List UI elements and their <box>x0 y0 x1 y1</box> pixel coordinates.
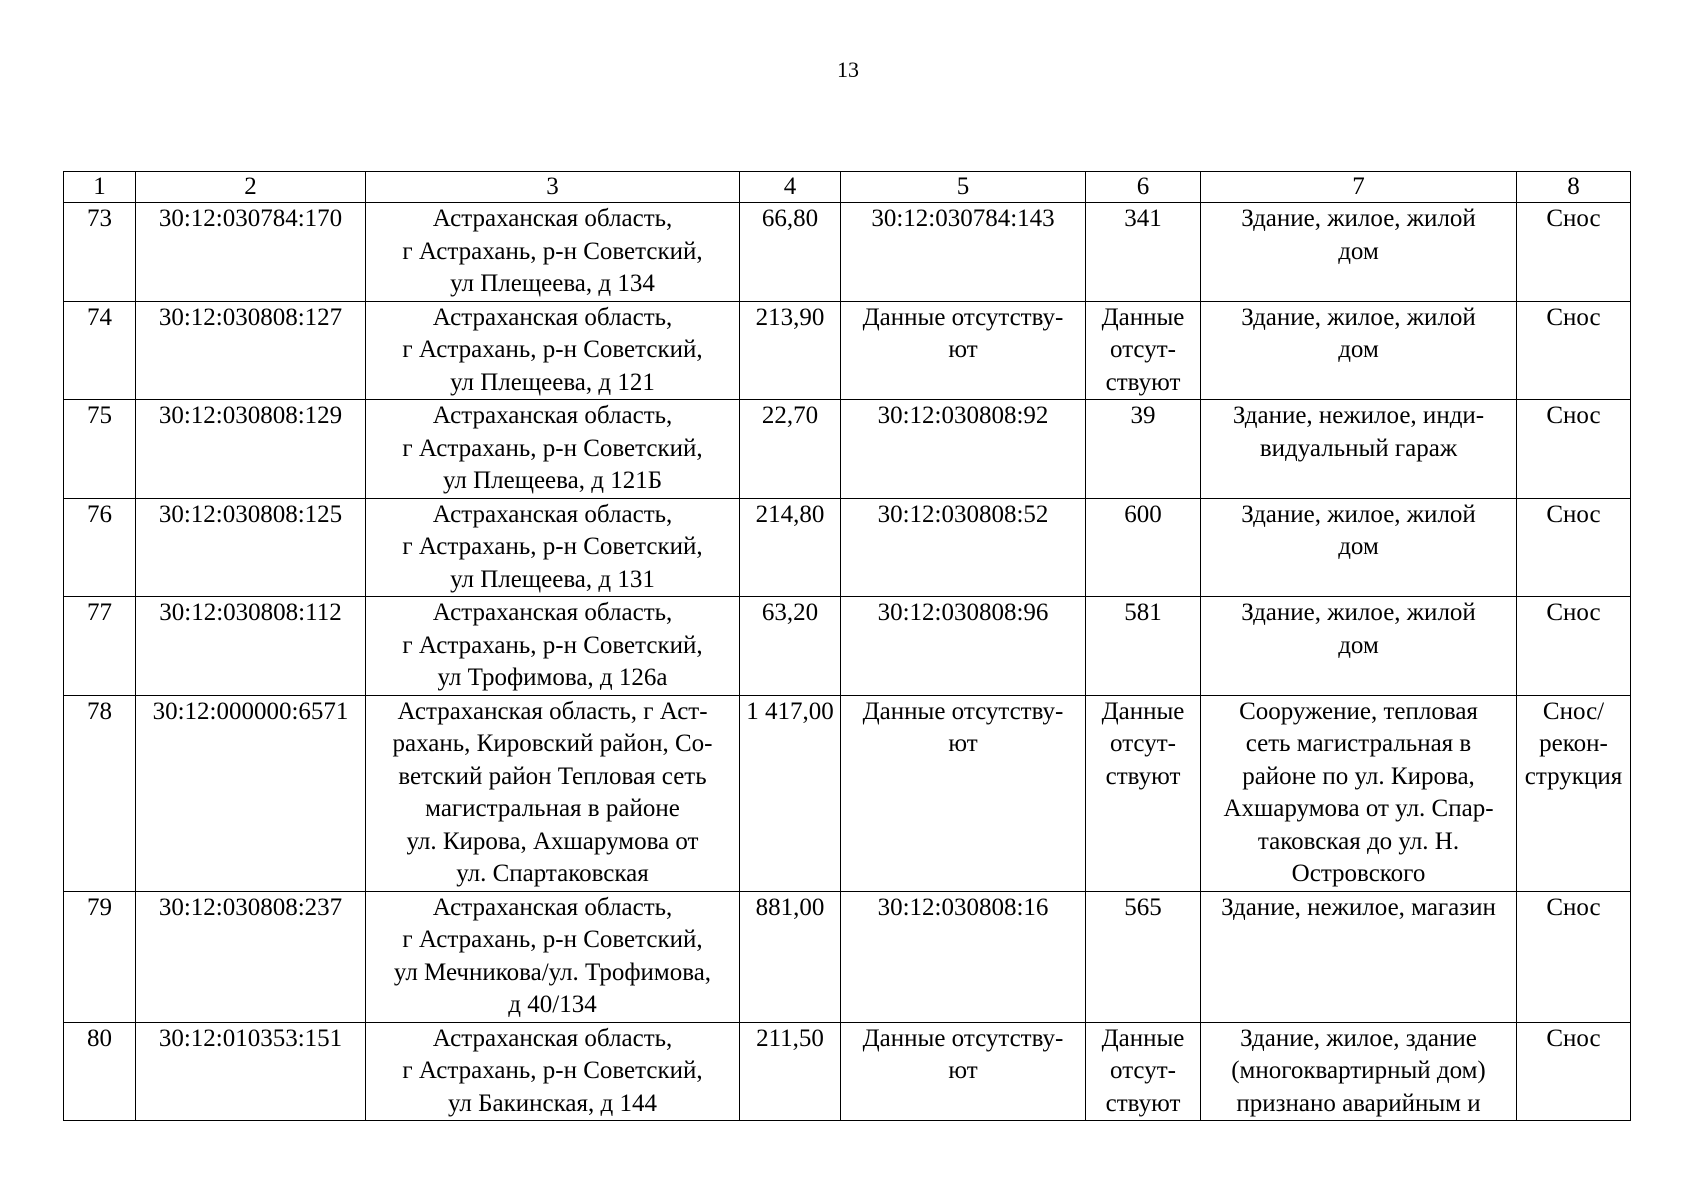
land-area-cell <box>1086 1022 1201 1121</box>
address-cell <box>366 400 740 499</box>
cell-line: сеть магистральная в <box>1245 730 1472 757</box>
cell-line: ствуют <box>1105 762 1181 790</box>
cell-line: Астраханская область, <box>432 599 673 626</box>
row-number-cell: 74 <box>64 301 136 400</box>
description-cell <box>1201 400 1517 499</box>
cell-line: г Астрахань, р-н Советский, <box>402 237 703 265</box>
land-cadastral-number-cell <box>841 498 1086 597</box>
cell-line: ют <box>948 1057 978 1084</box>
cell-line: таковская до ул. Н. <box>1257 827 1460 855</box>
cell-line: ул. Кирова, Ахшарумова от <box>406 827 699 855</box>
objects-table <box>63 171 1631 1121</box>
land-cadastral-number-cell <box>841 1022 1086 1121</box>
column-number: 5 <box>841 172 1086 203</box>
row-number-cell: 77 <box>64 597 136 696</box>
cadastral-number-cell: 30:12:030808:112 <box>136 597 366 696</box>
area-cell: 63,20 <box>740 597 841 696</box>
cell-line: 581 <box>1124 599 1162 626</box>
table-row <box>64 498 1631 597</box>
cell-line: г Астрахань, р-н Советский, <box>402 533 703 560</box>
row-number-cell: 78 <box>64 695 136 891</box>
description-cell <box>1201 1022 1517 1121</box>
table-row <box>64 1022 1631 1121</box>
column-number: 2 <box>136 172 366 203</box>
cell-line: 565 <box>1124 893 1162 921</box>
cell-line: г Астрахань, р-н Советский, <box>402 1057 703 1084</box>
cell-line: 30:12:030808:16 <box>877 893 1049 921</box>
address-cell <box>366 498 740 597</box>
action-cell <box>1517 400 1631 499</box>
row-number-cell: 73 <box>64 203 136 302</box>
cell-line: Астраханская область, <box>432 1024 673 1052</box>
table-row <box>64 891 1631 1022</box>
cadastral-number-cell: 30:12:030808:129 <box>136 400 366 499</box>
cell-line: Островского <box>1291 860 1426 887</box>
cell-line: магистральная в районе <box>425 795 680 822</box>
cell-line: Астраханская область, <box>432 893 673 921</box>
cell-line: рахань, Кировский район, Со- <box>392 730 713 757</box>
land-cadastral-number-cell <box>841 400 1086 499</box>
area-cell: 66,80 <box>740 203 841 302</box>
table-row <box>64 597 1631 696</box>
cell-line: Данные отсутству- <box>862 697 1064 725</box>
action-cell <box>1517 1022 1631 1121</box>
cell-line: Снос <box>1546 599 1601 626</box>
description-cell <box>1201 695 1517 891</box>
cell-line: (многоквартирный дом) <box>1231 1057 1486 1084</box>
description-cell <box>1201 891 1517 1022</box>
cell-line: г Астрахань, р-н Советский, <box>402 631 703 659</box>
cell-line: отсут- <box>1110 1057 1176 1084</box>
column-number: 4 <box>740 172 841 203</box>
cell-line: ул Бакинская, д 144 <box>448 1089 657 1117</box>
land-area-cell <box>1086 301 1201 400</box>
cell-line: Здание, нежилое, магазин <box>1221 893 1496 921</box>
cell-line: ул Плещеева, д 131 <box>450 565 655 593</box>
area-cell: 211,50 <box>740 1022 841 1121</box>
address-cell <box>366 597 740 696</box>
area-cell: 213,90 <box>740 301 841 400</box>
land-area-cell <box>1086 498 1201 597</box>
cell-line: ствуют <box>1105 1089 1181 1117</box>
table-row <box>64 301 1631 400</box>
column-number: 8 <box>1517 172 1631 203</box>
column-number: 6 <box>1086 172 1201 203</box>
cell-line: г Астрахань, р-н Советский, <box>402 926 703 953</box>
cell-line: ул Плещеева, д 121Б <box>442 467 663 494</box>
table-row <box>64 400 1631 499</box>
cell-line: дом <box>1338 237 1379 265</box>
cell-line: Снос <box>1546 893 1601 921</box>
cell-line: Данные <box>1101 1024 1185 1052</box>
column-number: 3 <box>366 172 740 203</box>
column-number: 7 <box>1201 172 1517 203</box>
cell-line: Здание, нежилое, инди- <box>1232 402 1485 429</box>
row-number-cell: 79 <box>64 891 136 1022</box>
cell-line: дом <box>1338 631 1379 659</box>
land-area-cell <box>1086 695 1201 891</box>
cadastral-number-cell: 30:12:030808:237 <box>136 891 366 1022</box>
land-cadastral-number-cell <box>841 597 1086 696</box>
column-number-row <box>64 172 1631 203</box>
cell-line: ул Трофимова, д 126а <box>437 664 668 691</box>
cell-line: г Астрахань, р-н Советский, <box>402 336 703 363</box>
table-row <box>64 695 1631 891</box>
row-number-cell: 80 <box>64 1022 136 1121</box>
cell-line: Здание, жилое, здание <box>1240 1024 1477 1052</box>
cell-line: Астраханская область, <box>432 402 673 429</box>
cell-line: Здание, жилое, жилой <box>1241 303 1476 331</box>
land-area-cell <box>1086 203 1201 302</box>
cell-line: Снос <box>1546 1024 1601 1052</box>
cell-line: Астраханская область, <box>432 303 673 331</box>
cell-line: рекон- <box>1539 730 1608 757</box>
cell-line: Снос <box>1546 500 1601 528</box>
cell-line: ул. Спартаковская <box>456 860 649 887</box>
area-cell: 214,80 <box>740 498 841 597</box>
land-cadastral-number-cell <box>841 203 1086 302</box>
cell-line: 600 <box>1124 500 1162 528</box>
land-cadastral-number-cell <box>841 695 1086 891</box>
cell-line: Данные <box>1101 697 1185 725</box>
row-number-cell: 75 <box>64 400 136 499</box>
cell-line: ют <box>948 730 978 757</box>
cell-line: Астраханская область, <box>432 500 673 528</box>
cell-line: г Астрахань, р-н Советский, <box>402 434 703 462</box>
cell-line: Сооружение, тепловая <box>1239 697 1478 725</box>
land-area-cell <box>1086 400 1201 499</box>
action-cell <box>1517 891 1631 1022</box>
action-cell <box>1517 597 1631 696</box>
cell-line: Здание, жилое, жилой <box>1241 205 1476 232</box>
cell-line: 39 <box>1130 402 1156 429</box>
cell-line: Здание, жилое, жилой <box>1241 599 1476 626</box>
cell-line: дом <box>1338 336 1379 363</box>
action-cell <box>1517 498 1631 597</box>
cell-line: Снос/ <box>1542 697 1605 725</box>
land-cadastral-number-cell <box>841 301 1086 400</box>
cell-line: отсут- <box>1110 730 1176 757</box>
address-cell <box>366 1022 740 1121</box>
cell-line: ветский район Тепловая сеть <box>398 762 707 790</box>
area-cell: 1 417,00 <box>740 695 841 891</box>
cell-line: дом <box>1338 533 1379 560</box>
cell-line: Данные отсутству- <box>862 303 1064 331</box>
page-number: 13 <box>837 57 859 82</box>
row-number-cell: 76 <box>64 498 136 597</box>
cadastral-number-cell: 30:12:010353:151 <box>136 1022 366 1121</box>
cadastral-number-cell: 30:12:030808:127 <box>136 301 366 400</box>
cell-line: отсут- <box>1110 336 1176 363</box>
land-area-cell <box>1086 597 1201 696</box>
description-cell <box>1201 597 1517 696</box>
cell-line: 341 <box>1124 205 1162 232</box>
area-cell: 22,70 <box>740 400 841 499</box>
cell-line: 30:12:030784:143 <box>871 205 1055 232</box>
cell-line: Здание, жилое, жилой <box>1241 500 1476 528</box>
land-cadastral-number-cell <box>841 891 1086 1022</box>
cell-line: д 40/134 <box>508 991 597 1018</box>
action-cell <box>1517 695 1631 891</box>
cadastral-number-cell: 30:12:030784:170 <box>136 203 366 302</box>
land-area-cell <box>1086 891 1201 1022</box>
cell-line: 30:12:030808:96 <box>877 599 1049 626</box>
cell-line: 30:12:030808:52 <box>877 500 1049 528</box>
address-cell <box>366 891 740 1022</box>
address-cell <box>366 695 740 891</box>
cell-line: Снос <box>1546 205 1601 232</box>
address-cell <box>366 203 740 302</box>
cell-line: ул Плещеева, д 121 <box>450 368 655 396</box>
cell-line: Данные <box>1101 303 1185 331</box>
cell-line: Астраханская область, г Аст- <box>397 697 708 725</box>
description-cell <box>1201 498 1517 597</box>
cell-line: струкция <box>1524 762 1623 790</box>
cell-line: ют <box>948 336 978 363</box>
area-cell: 881,00 <box>740 891 841 1022</box>
action-cell <box>1517 203 1631 302</box>
address-cell <box>366 301 740 400</box>
cell-line: Данные отсутству- <box>862 1024 1064 1052</box>
cadastral-number-cell: 30:12:000000:6571 <box>136 695 366 891</box>
cell-line: видуальный гараж <box>1259 434 1458 462</box>
description-cell <box>1201 301 1517 400</box>
cell-line: ул Плещеева, д 134 <box>450 270 655 297</box>
cell-line: Снос <box>1546 402 1601 429</box>
cell-line: районе по ул. Кирова, <box>1242 762 1475 790</box>
table-row <box>64 203 1631 302</box>
cell-line: Снос <box>1546 303 1601 331</box>
cadastral-number-cell: 30:12:030808:125 <box>136 498 366 597</box>
cell-line: признано аварийным и <box>1236 1089 1481 1117</box>
cell-line: ствуют <box>1105 368 1181 396</box>
cell-line: 30:12:030808:92 <box>877 402 1049 429</box>
cell-line: Ахшарумова от ул. Спар- <box>1223 795 1494 822</box>
description-cell <box>1201 203 1517 302</box>
action-cell <box>1517 301 1631 400</box>
cell-line: ул Мечникова/ул. Трофимова, <box>393 958 712 986</box>
cell-line: Астраханская область, <box>432 205 673 232</box>
column-number: 1 <box>64 172 136 203</box>
